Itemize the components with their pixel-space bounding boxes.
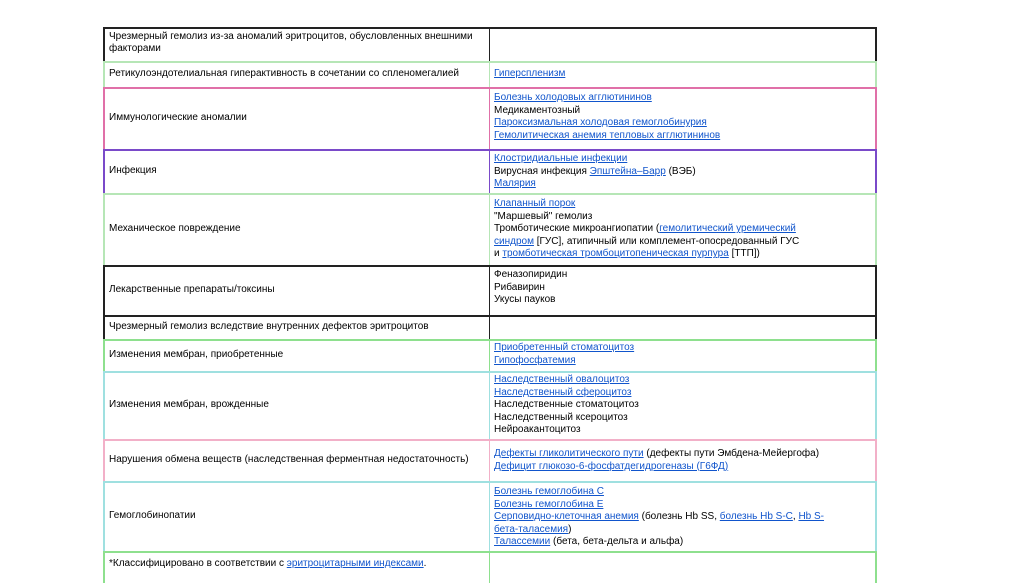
- cause-text: Рибавирин: [494, 281, 545, 293]
- row-border: [875, 315, 877, 341]
- cause-text: Вирусная инфекция: [494, 165, 590, 177]
- cause-line: [494, 342, 872, 355]
- cause-text: и: [494, 248, 503, 260]
- category-label: Инфекция: [109, 165, 157, 176]
- cause-link[interactable]: Болезнь гемоглобина С: [494, 486, 604, 497]
- cause-cell: [494, 68, 872, 81]
- category-cell: [109, 439, 485, 481]
- table-row: [103, 551, 877, 581]
- cause-text: ): [568, 523, 572, 535]
- cause-link[interactable]: Малярия: [494, 178, 536, 190]
- cause-line: [494, 92, 872, 105]
- cause-line: [494, 524, 872, 537]
- cause-cell: [494, 92, 872, 142]
- cause-link[interactable]: Клостридиальные инфекции: [494, 153, 628, 164]
- cause-line: [494, 105, 872, 118]
- column-divider: [489, 551, 490, 583]
- category-cell: [109, 31, 485, 55]
- cause-line: [494, 198, 872, 211]
- cause-line: [494, 461, 872, 474]
- table-row: [103, 339, 877, 371]
- cause-line: [494, 282, 872, 295]
- row-border: [875, 481, 877, 553]
- table-row: [103, 439, 877, 481]
- column-divider: [489, 87, 490, 151]
- row-border: [875, 27, 877, 63]
- footnote-tail: .: [423, 558, 427, 569]
- cause-link[interactable]: Клапанный порок: [494, 198, 576, 209]
- cause-link[interactable]: Наследственный овалоцитоз: [494, 374, 630, 385]
- table-row: [103, 371, 877, 439]
- column-divider: [489, 27, 490, 63]
- cause-line: [494, 499, 872, 512]
- cause-line: [494, 412, 872, 425]
- category-label: Гемоглобинопатии: [109, 510, 196, 521]
- category-cell: [109, 61, 485, 87]
- cause-text: Наследственные стоматоцитоз: [494, 399, 639, 411]
- cause-text: [ГУС], атипичный или комплемент-опосредованный ГУС: [533, 235, 800, 247]
- cause-text: (ВЭБ): [665, 165, 696, 177]
- table-row: [103, 87, 877, 149]
- cause-line: [494, 294, 872, 307]
- category-label: Механическое повреждение: [109, 223, 241, 234]
- cause-line: [494, 68, 872, 81]
- cause-link[interactable]: Болезнь холодовых агглютининов: [494, 92, 652, 103]
- cause-line: [494, 130, 872, 143]
- table-row: [103, 315, 877, 339]
- cause-line: [494, 166, 872, 179]
- row-border: [875, 551, 877, 583]
- cause-link[interactable]: Болезнь гемоглобина Е: [494, 498, 604, 510]
- cause-text: Укусы пауков: [494, 294, 556, 306]
- cause-line: [494, 211, 872, 224]
- cause-link[interactable]: Дефицит глюкозо-6-фосфатдегидрогеназы (Г6ФД): [494, 460, 729, 472]
- row-border: [875, 149, 877, 195]
- cause-text: Тромботические микроангиопатии (: [494, 223, 660, 235]
- category-cell: [109, 87, 485, 149]
- cause-line: [494, 355, 872, 368]
- cause-link[interactable]: Наследственный сфероцитоз: [494, 386, 632, 398]
- cause-link[interactable]: Дефекты гликолитического пути: [494, 448, 644, 459]
- cause-link[interactable]: Гемолитическая анемия тепловых агглютининов: [494, 129, 721, 141]
- cause-line: [494, 178, 872, 191]
- cause-line: [494, 511, 872, 524]
- table-row: [103, 149, 877, 193]
- cause-link[interactable]: Серповидно-клеточная анемия: [494, 511, 639, 523]
- cause-cell: [494, 153, 872, 191]
- cause-link[interactable]: бета-таласемия: [494, 523, 569, 535]
- cause-link[interactable]: Hb S-: [798, 511, 825, 523]
- category-label: Лекарственные препараты/токсины: [109, 284, 275, 295]
- category-label: Чрезмерный гемолиз из-за аномалий эритроцитов, обусловленных внешними факторами: [109, 31, 473, 54]
- row-border: [875, 439, 877, 483]
- cause-text: Феназопиридин: [494, 269, 568, 280]
- column-divider: [489, 149, 490, 195]
- cause-text: "Маршевый" гемолиз: [494, 210, 593, 222]
- cause-line: [494, 248, 872, 261]
- cause-text: Нейроакантоцитоз: [494, 424, 581, 436]
- category-cell: [109, 481, 485, 551]
- cause-line: [494, 117, 872, 130]
- cause-text: ,: [792, 511, 799, 523]
- category-cell: [109, 265, 485, 315]
- table-row: [103, 27, 877, 61]
- cause-cell: [494, 486, 872, 549]
- category-label: Нарушения обмена веществ (наследственная ферментная недостаточность): [109, 454, 469, 465]
- cause-line: [494, 424, 872, 437]
- cause-line: [494, 536, 872, 549]
- column-divider: [489, 315, 490, 341]
- cause-link[interactable]: болезнь Hb S-C: [719, 511, 793, 523]
- table-row: [103, 481, 877, 551]
- column-divider: [489, 265, 490, 317]
- cause-link[interactable]: Пароксизмальная холодовая гемоглобинурия: [494, 117, 707, 129]
- cause-text: (бета, бета-дельта и альфа): [550, 536, 684, 548]
- row-border: [875, 339, 877, 373]
- cause-line: [494, 153, 872, 166]
- row-border: [875, 193, 877, 267]
- column-divider: [489, 61, 490, 89]
- cause-link[interactable]: Эпштейна–Барр: [589, 165, 666, 177]
- category-cell: [109, 315, 485, 339]
- cause-link[interactable]: Таласcемии: [494, 536, 551, 548]
- cause-link[interactable]: Гипофосфатемия: [494, 354, 576, 366]
- erythrocyte-indices-link[interactable]: эритроцитарными индексами: [286, 558, 424, 569]
- category-cell: [109, 193, 485, 265]
- category-label: Изменения мембран, приобретенные: [109, 349, 284, 360]
- cause-line: [494, 399, 872, 412]
- column-divider: [489, 439, 490, 483]
- cause-cell: [494, 448, 872, 473]
- row-border: [875, 87, 877, 151]
- row-border: [875, 265, 877, 317]
- category-label: Изменения мембран, врожденные: [109, 399, 269, 410]
- cause-link[interactable]: тромботическая тромбоцитопеническая пурпура: [502, 248, 729, 260]
- column-divider: [489, 371, 490, 441]
- cause-line: [494, 236, 872, 249]
- cause-line: [494, 269, 872, 282]
- cause-text: [ТТП]): [728, 248, 760, 260]
- column-divider: [489, 339, 490, 373]
- category-cell: [109, 558, 485, 570]
- cause-text: Медикаментозный: [494, 104, 581, 116]
- cause-text: Наследственный ксероцитоз: [494, 411, 628, 423]
- table-row: [103, 193, 877, 265]
- column-divider: [489, 481, 490, 553]
- cause-cell: [494, 342, 872, 367]
- category-cell: [109, 149, 485, 193]
- cause-link[interactable]: гемолитический уремический: [659, 223, 796, 235]
- cause-text: (болезнь Hb SS,: [638, 511, 720, 523]
- cause-line: [494, 374, 872, 387]
- cause-link[interactable]: синдром: [494, 235, 534, 247]
- category-label: *Классифицировано в соответствии с: [109, 558, 287, 569]
- table-row: [103, 265, 877, 315]
- cause-text: (дефекты пути Эмбдена-Мейергофа): [643, 448, 820, 459]
- cause-line: [494, 223, 872, 236]
- row-border: [875, 61, 877, 89]
- cause-cell: [494, 198, 872, 261]
- row-border: [875, 371, 877, 441]
- cause-line: [494, 486, 872, 499]
- cause-cell: [494, 269, 872, 307]
- category-label: Иммунологические аномалии: [109, 112, 247, 123]
- table-row: [103, 61, 877, 87]
- cause-line: [494, 387, 872, 400]
- cause-cell: [494, 374, 872, 437]
- cause-line: [494, 448, 872, 461]
- category-cell: [109, 371, 485, 439]
- cause-link[interactable]: Гиперспленизм: [494, 68, 566, 79]
- category-cell: [109, 339, 485, 371]
- cause-link[interactable]: Приобретенный стоматоцитоз: [494, 342, 635, 353]
- category-label: Ретикулоэндотелиальная гиперактивность в сочетании со спленомегалией: [109, 68, 459, 79]
- category-label: Чрезмерный гемолиз вследствие внутренних дефектов эритроцитов: [109, 321, 429, 332]
- column-divider: [489, 193, 490, 267]
